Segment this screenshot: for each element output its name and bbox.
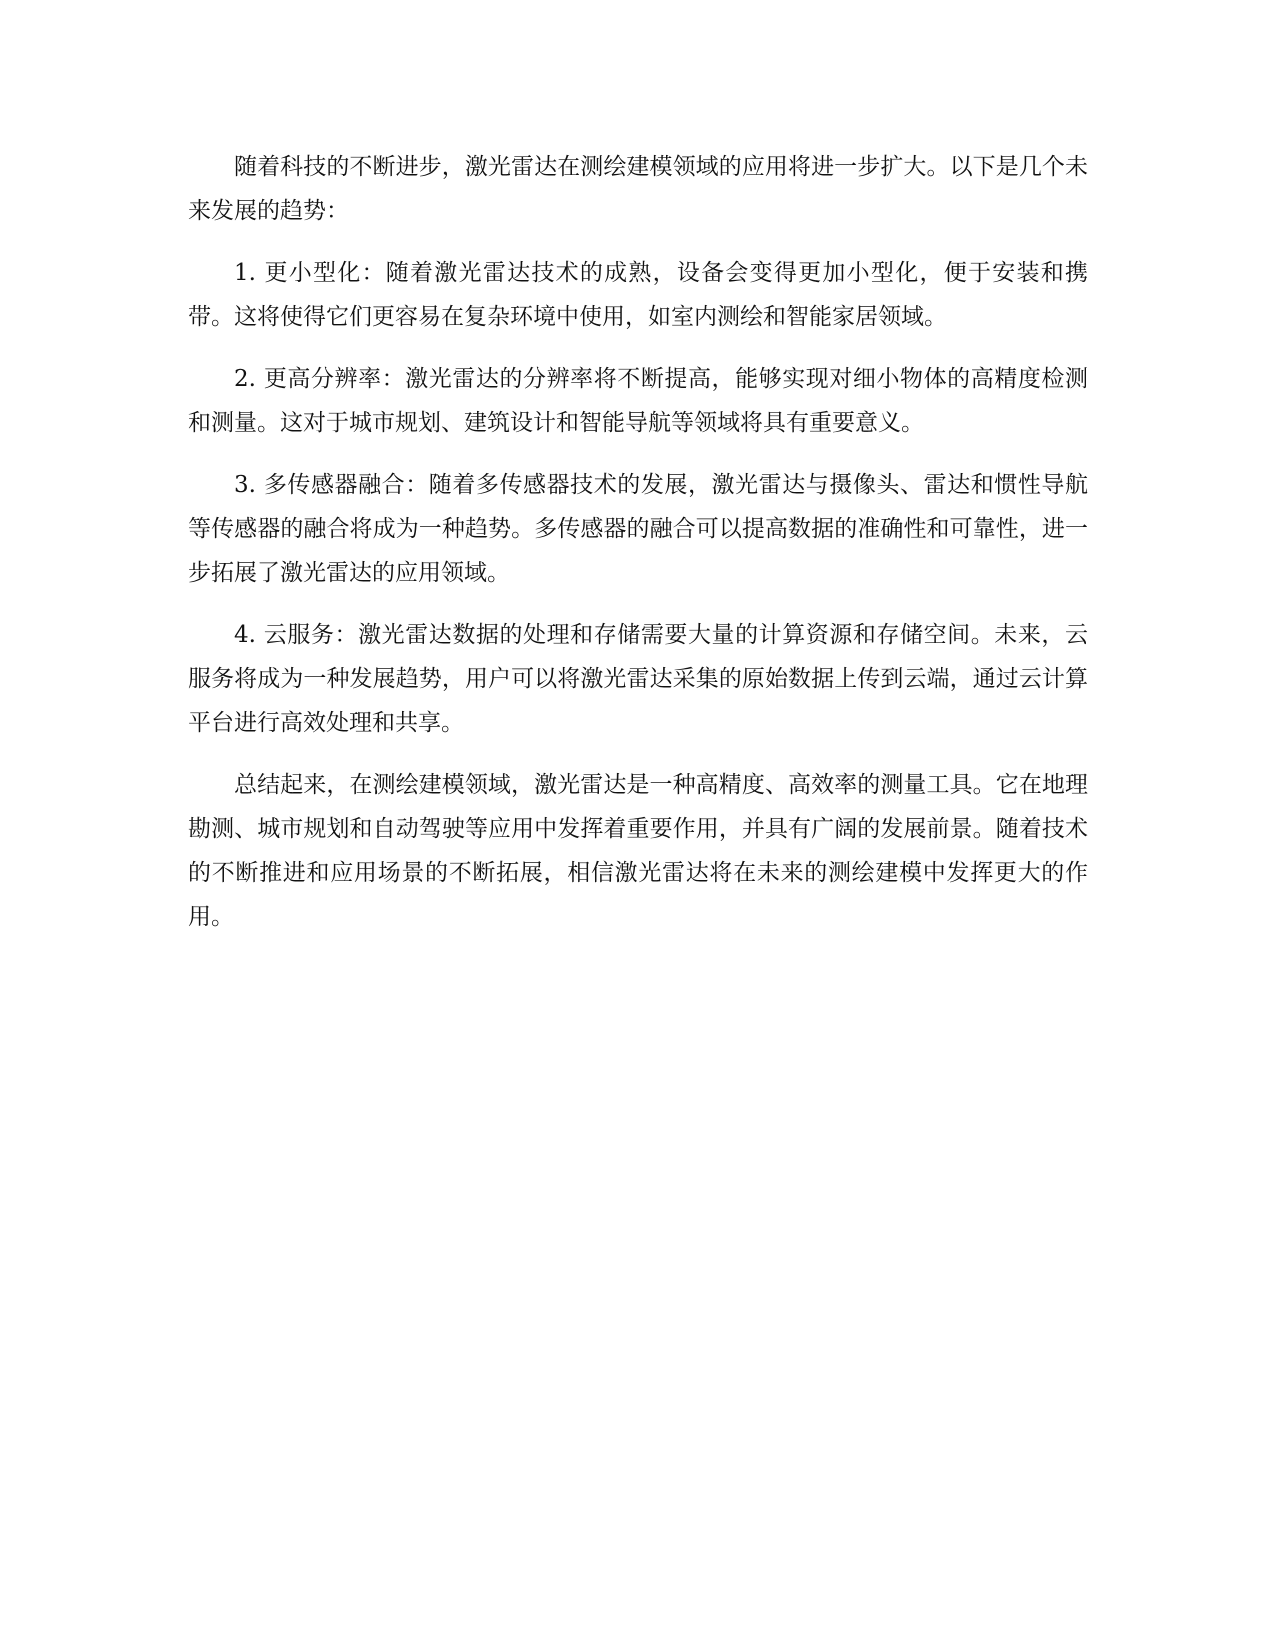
conclusion-paragraph: 总结起来，在测绘建模领域，激光雷达是一种高精度、高效率的测量工具。它在地理勘测、城市规划和自动驾驶等应用中发挥着重要作用，并具有广阔的发展前景。随着技术的不断推进和应用场景的不断拓展，相信激光雷达将在未来的测绘建模中发挥更大的作用。 [188,772,1088,930]
intro-paragraph: 随着科技的不断进步，激光雷达在测绘建模领域的应用将进一步扩大。以下是几个未来发展的趋势： [188,154,1088,224]
trend-miniaturization-paragraph: 1. 更小型化：随着激光雷达技术的成熟，设备会变得更加小型化，便于安装和携带。这将使得它们更容易在复杂环境中使用，如室内测绘和智能家居领域。 [188,260,1088,330]
document-body [188,145,1088,957]
trend-sensor-fusion-paragraph: 3. 多传感器融合：随着多传感器技术的发展，激光雷达与摄像头、雷达和惯性导航等传感器的融合将成为一种趋势。多传感器的融合可以提高数据的准确性和可靠性，进一步拓展了激光雷达的应用领域。 [188,472,1088,586]
trend-resolution-paragraph: 2. 更高分辨率：激光雷达的分辨率将不断提高，能够实现对细小物体的高精度检测和测量。这对于城市规划、建筑设计和智能导航等领域将具有重要意义。 [188,366,1088,436]
trend-cloud-service-paragraph: 4. 云服务：激光雷达数据的处理和存储需要大量的计算资源和存储空间。未来，云服务将成为一种发展趋势，用户可以将激光雷达采集的原始数据上传到云端，通过云计算平台进行高效处理和共享。 [188,622,1088,736]
